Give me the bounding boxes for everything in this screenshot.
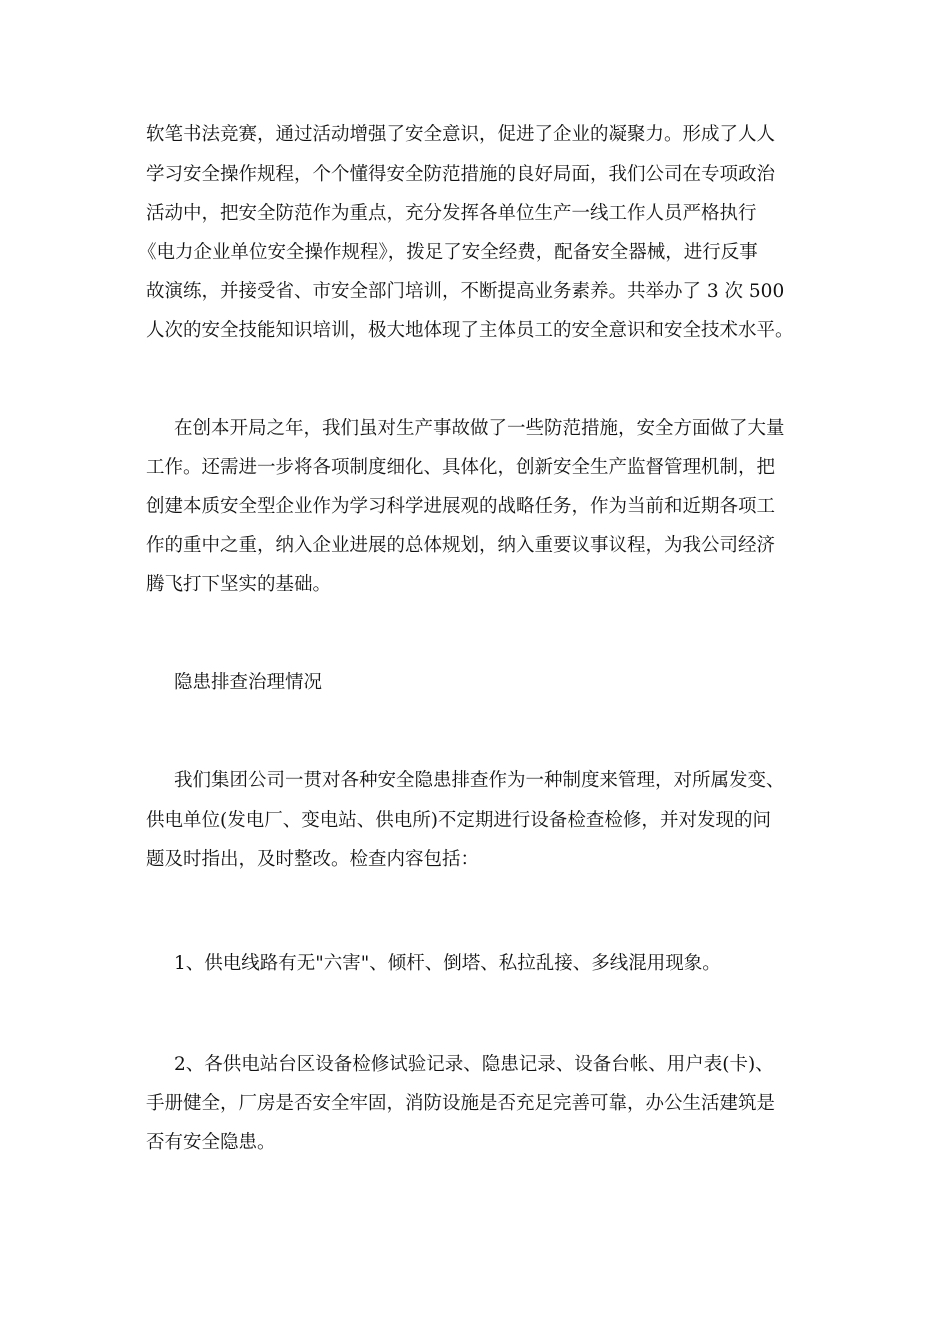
paragraph-3-line-3: 题及时指出，及时整改。检查内容包括： (146, 849, 480, 870)
paragraph-2-line-3: 创建本质安全型企业作为学习科学进展观的战略任务，作为当前和近期各项工 (146, 496, 776, 517)
paragraph-1-line-5: 故演练，并接受省、市安全部门培训，不断提高业务素养。共举办了 3 次 500 (146, 281, 785, 302)
list-item-2-line-2: 手册健全，厂房是否安全牢固，消防设施是否充足完善可靠，办公生活建筑是 (146, 1093, 776, 1114)
paragraph-1-line-4: 《电力企业单位安全操作规程》，拨足了安全经费，配备安全器械，进行反事 (138, 242, 758, 263)
paragraph-1-line-3: 活动中，把安全防范作为重点，充分发挥各单位生产一线工作人员严格执行 (146, 203, 757, 224)
paragraph-2-line-2: 工作。还需进一步将各项制度细化、具体化，创新安全生产监督管理机制，把 (146, 457, 776, 478)
paragraph-3-line-1: 我们集团公司一贯对各种安全隐患排查作为一种制度来管理，对所属发变、 (174, 770, 785, 791)
list-item-2-line-1: 2、各供电站台区设备检修试验记录、隐患记录、设备台帐、用户表(卡)、 (174, 1054, 774, 1075)
section-heading: 隐患排查治理情况 (174, 672, 323, 693)
paragraph-3-line-2: 供电单位(发电厂、变电站、供电所)不定期进行设备检查检修，并对发现的问 (146, 810, 771, 831)
list-item-2-line-3: 否有安全隐患。 (146, 1132, 276, 1153)
paragraph-2-line-5: 腾飞打下坚实的基础。 (146, 574, 332, 595)
paragraph-1-line-2: 学习安全操作规程，个个懂得安全防范措施的良好局面，我们公司在专项政治 (146, 164, 776, 185)
list-item-1: 1、供电线路有无"六害"、倾杆、倒塔、私拉乱接、多线混用现象。 (174, 953, 721, 974)
paragraph-1-line-1: 软笔书法竞赛，通过活动增强了安全意识，促进了企业的凝聚力。形成了人人 (146, 124, 776, 145)
paragraph-2-line-1: 在创本开局之年，我们虽对生产事故做了一些防范措施，安全方面做了大量 (174, 418, 785, 439)
paragraph-1-line-6: 人次的安全技能知识培训，极大地体现了主体员工的安全意识和安全技术水平。 (146, 320, 794, 341)
paragraph-2-line-4: 作的重中之重，纳入企业进展的总体规划，纳入重要议事议程，为我公司经济 (146, 535, 776, 556)
